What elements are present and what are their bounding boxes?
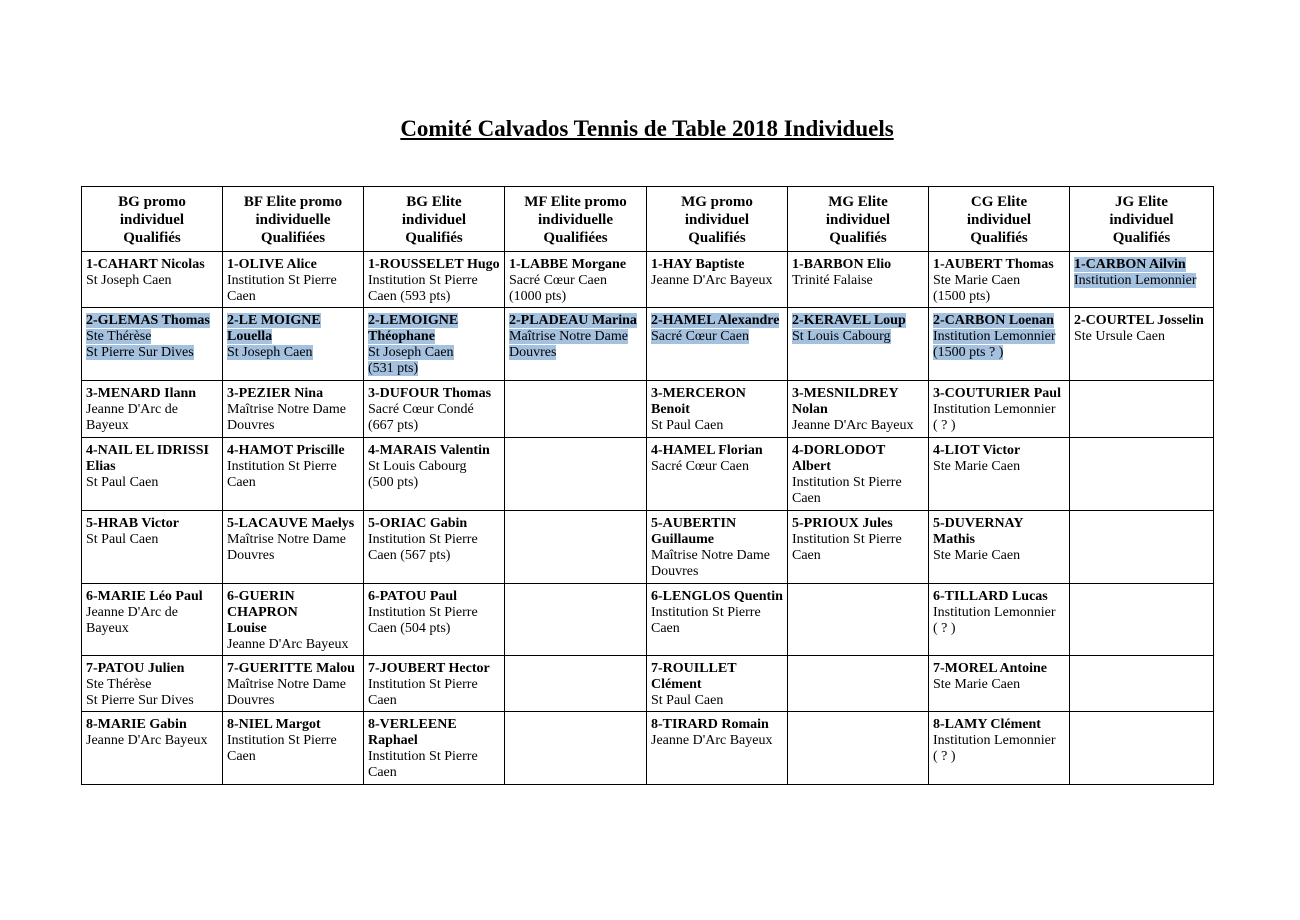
player-name: Raphael [368, 733, 418, 748]
player-club: St Paul Caen [86, 532, 159, 547]
player-name: 5-ORIAC Gabin [368, 516, 468, 531]
player-name: 8-MARIE Gabin [86, 717, 187, 732]
table-cell [505, 438, 647, 511]
column-header-line: BF Elite promo [243, 194, 343, 210]
player-name: 2-KERAVEL Loup [792, 313, 906, 328]
table-cell [82, 308, 223, 381]
column-header-line: MG Elite [828, 194, 888, 210]
player-name: Guillaume [651, 532, 715, 547]
player-club: Ste Thérèse [86, 329, 152, 344]
player-name: 2-LE MOIGNE [227, 313, 321, 328]
player-name: 1-HAY Baptiste [651, 257, 745, 272]
column-header [223, 187, 364, 252]
table-cell [223, 712, 364, 785]
column-header-line: Qualifiés [1112, 230, 1171, 246]
player-name: 4-HAMOT Priscille [227, 443, 345, 458]
player-club: Douvres [227, 418, 275, 433]
player-club: Institution St Pierre [227, 459, 337, 474]
table-cell [929, 252, 1070, 308]
table-cell [929, 381, 1070, 438]
player-club: Institution St Pierre [368, 677, 478, 692]
player-club: Douvres [227, 548, 275, 563]
player-name: CHAPRON [227, 605, 298, 620]
table-cell [788, 511, 929, 584]
table-body [82, 252, 1214, 785]
player-name: 2-CARBON Loenan [933, 313, 1054, 328]
player-name: 3-COUTURIER Paul [933, 386, 1061, 401]
table-cell [929, 656, 1070, 712]
document-title: Comité Calvados Tennis de Table 2018 Individuels [400, 116, 894, 141]
player-club: Caen [368, 693, 397, 708]
table-cell [1070, 252, 1214, 308]
player-name: 4-MARAIS Valentin [368, 443, 490, 458]
table-cell [82, 511, 223, 584]
player-name: 4-NAIL EL IDRISSI [86, 443, 209, 458]
table-cell [1070, 511, 1214, 584]
table-cell [788, 308, 929, 381]
player-club: (1500 pts ? ) [933, 345, 1004, 360]
player-club: Maîtrise Notre Dame [227, 677, 346, 692]
player-name: 2-PLADEAU Marina [509, 313, 637, 328]
player-club: Maîtrise Notre Dame [227, 402, 346, 417]
table-cell [364, 252, 505, 308]
column-header-line: Qualifiés [123, 230, 181, 246]
table-cell [1070, 438, 1214, 511]
table-row [82, 252, 1214, 308]
table-cell [788, 584, 929, 656]
table-cell [505, 584, 647, 656]
player-club: Maîtrise Notre Dame [509, 329, 628, 344]
table-cell [929, 438, 1070, 511]
player-name: Louise [227, 621, 267, 636]
player-name: 5-DUVERNAY [933, 516, 1024, 531]
player-club: Douvres [509, 345, 557, 360]
player-club: (667 pts) [368, 418, 419, 433]
table-cell [223, 252, 364, 308]
player-club: Ste Ursule Caen [1074, 329, 1165, 344]
table-cell [364, 584, 505, 656]
player-club: Trinité Falaise [792, 273, 873, 288]
table-cell [505, 656, 647, 712]
player-name: 5-HRAB Victor [86, 516, 179, 531]
player-club: Caen (567 pts) [368, 548, 451, 563]
player-club: Caen (593 pts) [368, 289, 451, 304]
table-cell [223, 656, 364, 712]
player-club: Ste Marie Caen [933, 677, 1021, 692]
player-name: 7-GUERITTE Malou [227, 661, 355, 676]
table-cell [364, 511, 505, 584]
player-name: 8-NIEL Margot [227, 717, 321, 732]
player-name: Albert [792, 459, 831, 474]
column-header-line: BG promo [118, 194, 186, 210]
player-club: St Joseph Caen [368, 345, 454, 360]
player-club: Institution St Pierre [792, 475, 902, 490]
table-cell [929, 308, 1070, 381]
table-row [82, 584, 1214, 656]
column-header-line: Qualifiées [260, 230, 326, 246]
table-cell [929, 584, 1070, 656]
column-header-line: individuel [966, 212, 1032, 228]
table-row [82, 438, 1214, 511]
column-header-line: Qualifiées [543, 230, 608, 246]
player-name: 2-GLEMAS Thomas [86, 313, 210, 328]
player-name: Louella [227, 329, 273, 344]
player-club: Caen [651, 621, 680, 636]
table-cell [223, 308, 364, 381]
player-club: St Joseph Caen [86, 273, 172, 288]
player-club: Jeanne D'Arc Bayeux [651, 273, 773, 288]
table-cell [505, 381, 647, 438]
table-cell [505, 712, 647, 785]
table-cell [364, 656, 505, 712]
table-cell [364, 438, 505, 511]
table-cell [82, 656, 223, 712]
table-cell [788, 381, 929, 438]
player-name: 7-ROUILLET [651, 661, 737, 676]
player-name: Elias [86, 459, 116, 474]
player-club: Caen [792, 491, 821, 506]
column-header [364, 187, 505, 252]
column-header-line: individuel [119, 212, 185, 228]
player-name: 3-MESNILDREY [792, 386, 899, 401]
player-name: 6-PATOU Paul [368, 589, 458, 604]
player-name: 6-MARIE Léo Paul [86, 589, 203, 604]
player-club: Bayeux [86, 418, 129, 433]
player-name: 5-PRIOUX Jules [792, 516, 893, 531]
player-club: Jeanne D'Arc de [86, 402, 178, 417]
table-cell [929, 712, 1070, 785]
player-club: Caen (504 pts) [368, 621, 451, 636]
player-name: 3-DUFOUR Thomas [368, 386, 492, 401]
player-club: Institution St Pierre [227, 733, 337, 748]
player-club: Institution St Pierre [368, 532, 478, 547]
table-cell [82, 584, 223, 656]
player-club: Caen [227, 749, 256, 764]
player-name: Mathis [933, 532, 975, 547]
table-cell [647, 712, 788, 785]
player-name: 2-HAMEL Alexandre [651, 313, 780, 328]
player-club: St Louis Cabourg [792, 329, 891, 344]
table-cell [929, 511, 1070, 584]
column-header-line: individuel [1109, 212, 1174, 228]
player-club: Institution St Pierre [792, 532, 902, 547]
player-name: 4-DORLODOT [792, 443, 886, 458]
player-name: 6-GUERIN [227, 589, 295, 604]
player-club: (500 pts) [368, 475, 419, 490]
column-header-line: BG Elite [406, 194, 462, 210]
player-name: 1-CARBON Ailvin [1074, 257, 1186, 272]
player-club: Caen [227, 289, 256, 304]
player-name: 2-LEMOIGNE [368, 313, 459, 328]
player-name: Clément [651, 677, 702, 692]
player-club: Institution Lemonnier [933, 402, 1056, 417]
player-club: Jeanne D'Arc Bayeux [86, 733, 208, 748]
table-cell [1070, 308, 1214, 381]
player-name: Benoit [651, 402, 690, 417]
player-club: ( ? ) [933, 418, 956, 433]
player-club: Institution Lemonnier [1074, 273, 1197, 288]
player-name: 7-MOREL Antoine [933, 661, 1047, 676]
player-club: Ste Marie Caen [933, 548, 1021, 563]
table-cell [788, 656, 929, 712]
player-name: 2-COURTEL Josselin [1074, 313, 1204, 328]
player-name: 1-ROUSSELET Hugo [368, 257, 500, 272]
table-cell [647, 252, 788, 308]
player-club: Caen [368, 765, 397, 780]
header-row [82, 187, 1214, 252]
column-header-line: Qualifiés [970, 230, 1028, 246]
player-name: 8-VERLEENE [368, 717, 457, 732]
table-cell [505, 511, 647, 584]
player-club: Sacré Cœur Caen [651, 329, 749, 344]
player-club: Institution St Pierre [368, 749, 478, 764]
table-cell [1070, 712, 1214, 785]
player-club: St Paul Caen [651, 693, 724, 708]
column-header-line: individuel [825, 212, 891, 228]
player-club: Maîtrise Notre Dame [651, 548, 770, 563]
player-club: (531 pts) [368, 361, 419, 376]
player-club: Ste Thérèse [86, 677, 152, 692]
player-club: Caen [227, 475, 256, 490]
player-name: Théophane [368, 329, 435, 344]
player-club: St Louis Cabourg [368, 459, 467, 474]
column-header-line: individuelle [537, 212, 614, 228]
table-cell [364, 381, 505, 438]
player-name: 3-PEZIER Nina [227, 386, 324, 401]
player-club: St Joseph Caen [227, 345, 313, 360]
table-row [82, 308, 1214, 381]
player-name: 6-LENGLOS Quentin [651, 589, 783, 604]
table-cell [1070, 656, 1214, 712]
player-club: Institution Lemonnier [933, 605, 1056, 620]
player-club: Institution Lemonnier [933, 329, 1056, 344]
player-name: 4-LIOT Victor [933, 443, 1021, 458]
column-header [505, 187, 647, 252]
column-header [82, 187, 223, 252]
player-club: Douvres [651, 564, 699, 579]
column-header-line: individuel [401, 212, 467, 228]
table-cell [1070, 584, 1214, 656]
table-cell [82, 381, 223, 438]
player-club: Institution St Pierre [227, 273, 337, 288]
player-name: 1-CAHART Nicolas [86, 257, 205, 272]
qualifiers-table [81, 186, 1214, 785]
table-cell [364, 712, 505, 785]
column-header [1070, 187, 1214, 252]
table-cell [788, 438, 929, 511]
player-club: Institution St Pierre [368, 605, 478, 620]
player-club: St Paul Caen [86, 475, 159, 490]
player-name: 7-JOUBERT Hector [368, 661, 490, 676]
table-cell [223, 438, 364, 511]
player-name: 1-LABBE Morgane [509, 257, 627, 272]
player-club: St Pierre Sur Dives [86, 345, 194, 360]
player-club: Caen [792, 548, 821, 563]
table-row [82, 656, 1214, 712]
player-club: ( ? ) [933, 621, 956, 636]
player-name: 8-LAMY Clément [933, 717, 1041, 732]
player-club: (1500 pts) [933, 289, 991, 304]
player-club: St Pierre Sur Dives [86, 693, 194, 708]
player-name: 1-BARBON Elio [792, 257, 892, 272]
column-header-line: JG Elite [1115, 194, 1168, 210]
player-name: Nolan [792, 402, 828, 417]
table-cell [82, 712, 223, 785]
player-club: St Paul Caen [651, 418, 724, 433]
player-name: 4-HAMEL Florian [651, 443, 763, 458]
column-header-line: Qualifiés [829, 230, 887, 246]
table-cell [223, 511, 364, 584]
player-club: Sacré Cœur Condé [368, 402, 474, 417]
table-cell [788, 712, 929, 785]
player-club: Maîtrise Notre Dame [227, 532, 346, 547]
table-cell [82, 438, 223, 511]
column-header [929, 187, 1070, 252]
column-header-line: Qualifiés [405, 230, 463, 246]
column-header-line: individuel [684, 212, 750, 228]
column-header [788, 187, 929, 252]
player-name: 3-MERCERON [651, 386, 746, 401]
player-club: Jeanne D'Arc de [86, 605, 178, 620]
table-row [82, 511, 1214, 584]
column-header-line: MG promo [681, 194, 753, 210]
table-cell [82, 252, 223, 308]
column-header-line: individuelle [255, 212, 331, 228]
column-header-line: MF Elite promo [524, 194, 627, 210]
player-name: 3-MENARD Ilann [86, 386, 197, 401]
player-name: 7-PATOU Julien [86, 661, 185, 676]
table-cell [647, 308, 788, 381]
player-name: 5-LACAUVE Maelys [227, 516, 355, 531]
player-club: Jeanne D'Arc Bayeux [792, 418, 914, 433]
column-header-line: CG Elite [970, 194, 1028, 210]
player-club: Institution St Pierre [368, 273, 478, 288]
table-cell [647, 656, 788, 712]
table-row [82, 712, 1214, 785]
table-cell [223, 381, 364, 438]
player-club: Jeanne D'Arc Bayeux [227, 637, 349, 652]
table-row [82, 381, 1214, 438]
player-name: 8-TIRARD Romain [651, 717, 769, 732]
player-name: 5-AUBERTIN [651, 516, 737, 531]
table-cell [647, 511, 788, 584]
player-club: Jeanne D'Arc Bayeux [651, 733, 773, 748]
table-cell [1070, 381, 1214, 438]
player-name: 6-TILLARD Lucas [933, 589, 1048, 604]
player-name: 1-AUBERT Thomas [933, 257, 1054, 272]
player-club: Ste Marie Caen [933, 459, 1021, 474]
player-club: Douvres [227, 693, 275, 708]
table-cell [647, 584, 788, 656]
player-club: Institution Lemonnier [933, 733, 1056, 748]
player-club: (1000 pts) [509, 289, 567, 304]
table-cell [788, 252, 929, 308]
table-cell [505, 252, 647, 308]
player-club: ( ? ) [933, 749, 956, 764]
player-club: Ste Marie Caen [933, 273, 1021, 288]
column-header-line: Qualifiés [688, 230, 746, 246]
player-club: Bayeux [86, 621, 129, 636]
player-name: 1-OLIVE Alice [227, 257, 317, 272]
column-header [647, 187, 788, 252]
player-club: Institution St Pierre [651, 605, 761, 620]
player-club: Sacré Cœur Caen [651, 459, 749, 474]
table-cell [505, 308, 647, 381]
table-cell [364, 308, 505, 381]
table-cell [647, 438, 788, 511]
player-club: Sacré Cœur Caen [509, 273, 607, 288]
table-cell [647, 381, 788, 438]
table-cell [223, 584, 364, 656]
